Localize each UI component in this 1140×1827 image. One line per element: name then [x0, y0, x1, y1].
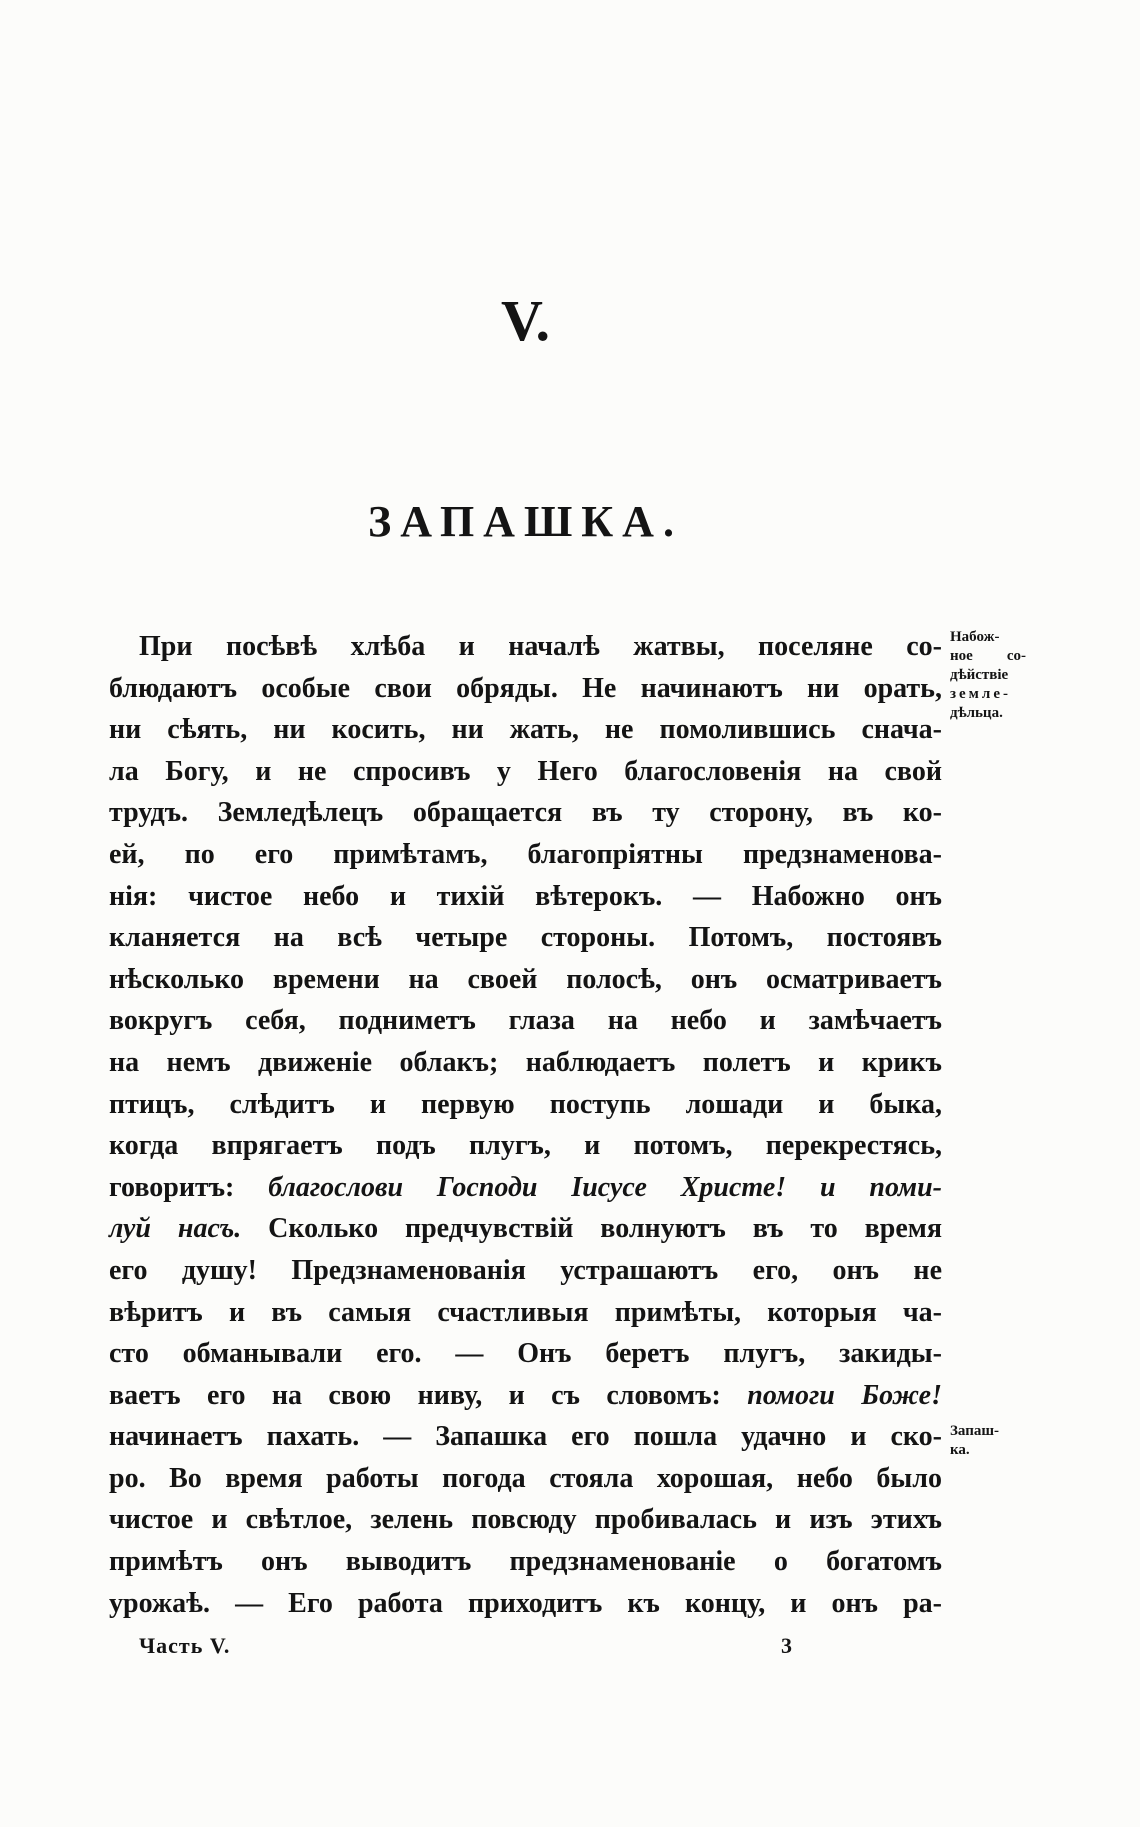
text-run: нѣсколько времени на своей полосѣ, онъ осматриваетъ	[109, 963, 942, 995]
page-number: 3	[781, 1633, 792, 1658]
text-run: вѣритъ и въ самыя счастливыя примѣты, которыя ча-	[109, 1296, 942, 1328]
italic-text: благослови Господи Іисусе Христе! и поми-	[268, 1171, 942, 1203]
text-run: начинаетъ пахать. — Запашка его пошла удачно и ско-	[109, 1421, 942, 1453]
text-line	[109, 1208, 942, 1250]
text-run: ро. Во время работы погода стояла хорошая, небо было	[109, 1462, 942, 1494]
margin-note-line: земле-	[950, 686, 1011, 702]
text-line	[109, 1541, 942, 1583]
text-line	[109, 959, 942, 1001]
text-line	[109, 1084, 942, 1126]
text-line	[109, 1458, 942, 1500]
text-line	[109, 1416, 942, 1458]
text-line	[109, 876, 942, 918]
text-line	[109, 668, 942, 710]
text-line	[109, 834, 942, 876]
text-line	[109, 1375, 942, 1417]
text-run: ла Богу, и не спросивъ у Него благословенія на свой	[109, 755, 942, 787]
text-run: При посѣвѣ хлѣба и началѣ жатвы, поселяне со-	[139, 631, 942, 662]
text-line	[109, 1333, 942, 1375]
margin-note-line: Запаш-	[950, 1423, 1000, 1439]
text-line	[109, 1583, 942, 1625]
margin-note-line: дѣльца.	[950, 705, 1003, 721]
margin-note-line: Набож-	[950, 629, 1000, 645]
text-line	[109, 1167, 942, 1209]
italic-text: луй насъ.	[109, 1213, 242, 1245]
text-run: примѣтъ онъ выводитъ предзнаменованіе о богатомъ	[109, 1546, 942, 1578]
text-run: блюдаютъ особые свои обряды. Не начинаютъ ни орать,	[109, 672, 942, 704]
text-run: трудъ. Земледѣлецъ обращается въ ту сторону, въ ко-	[109, 797, 942, 829]
italic-text: помоги Боже!	[747, 1379, 942, 1411]
text-line	[109, 626, 942, 668]
text-line	[109, 1250, 942, 1292]
chapter-title: ЗАПАШКА.	[368, 497, 683, 546]
text-run: урожаѣ. — Его работа приходитъ къ концу, и онъ ра-	[109, 1587, 942, 1619]
text-line	[109, 1125, 942, 1167]
margin-note-line: дѣйствіе	[950, 667, 1009, 683]
text-line	[109, 709, 942, 751]
text-line	[109, 792, 942, 834]
text-run: чистое и свѣтлое, зелень повсюду пробивалась и изъ этихъ	[109, 1504, 942, 1536]
text-run: на немъ движеніе облакъ; наблюдаетъ полетъ и крикъ	[109, 1046, 942, 1078]
body-text	[109, 626, 942, 1624]
text-run: нія: чистое небо и тихій вѣтерокъ. — Набожно онъ	[109, 880, 942, 912]
margin-note-line: ка.	[950, 1442, 970, 1458]
chapter-number: V.	[501, 288, 550, 353]
text-run: кланяется на всѣ четыре стороны. Потомъ, постоявъ	[109, 922, 942, 954]
margin-note-piety	[950, 628, 1026, 723]
text-run: ваетъ его на свою ниву, и съ словомъ:	[109, 1379, 748, 1411]
text-line	[109, 917, 942, 959]
text-line	[109, 1000, 942, 1042]
text-run: вокругъ себя, подниметъ глаза на небо и замѣчаетъ	[109, 1005, 942, 1037]
text-line	[109, 751, 942, 793]
margin-note-ploughing	[950, 1422, 1026, 1460]
text-run: птицъ, слѣдитъ и первую поступь лошади и быка,	[109, 1088, 942, 1120]
text-line	[109, 1292, 942, 1334]
text-run: ни сѣять, ни косить, ни жать, не помолившись снача-	[109, 714, 942, 746]
margin-note-line: ное со-	[950, 648, 1026, 664]
text-run: ей, по его примѣтамъ, благопріятны предзнаменова-	[109, 838, 942, 870]
text-run: говоритъ:	[109, 1171, 269, 1203]
text-line	[109, 1042, 942, 1084]
text-run: сто обманывали его. — Онъ беретъ плугъ, закиды-	[109, 1338, 942, 1370]
text-run: его душу! Предзнаменованія устрашаютъ его, онъ не	[109, 1254, 942, 1286]
signature-mark: Часть V.	[139, 1633, 231, 1658]
text-run: Сколько предчувствій волнуютъ въ то время	[241, 1213, 942, 1245]
text-run: когда впрягаетъ подъ плугъ, и потомъ, перекрестясь,	[109, 1130, 942, 1162]
text-line	[109, 1499, 942, 1541]
